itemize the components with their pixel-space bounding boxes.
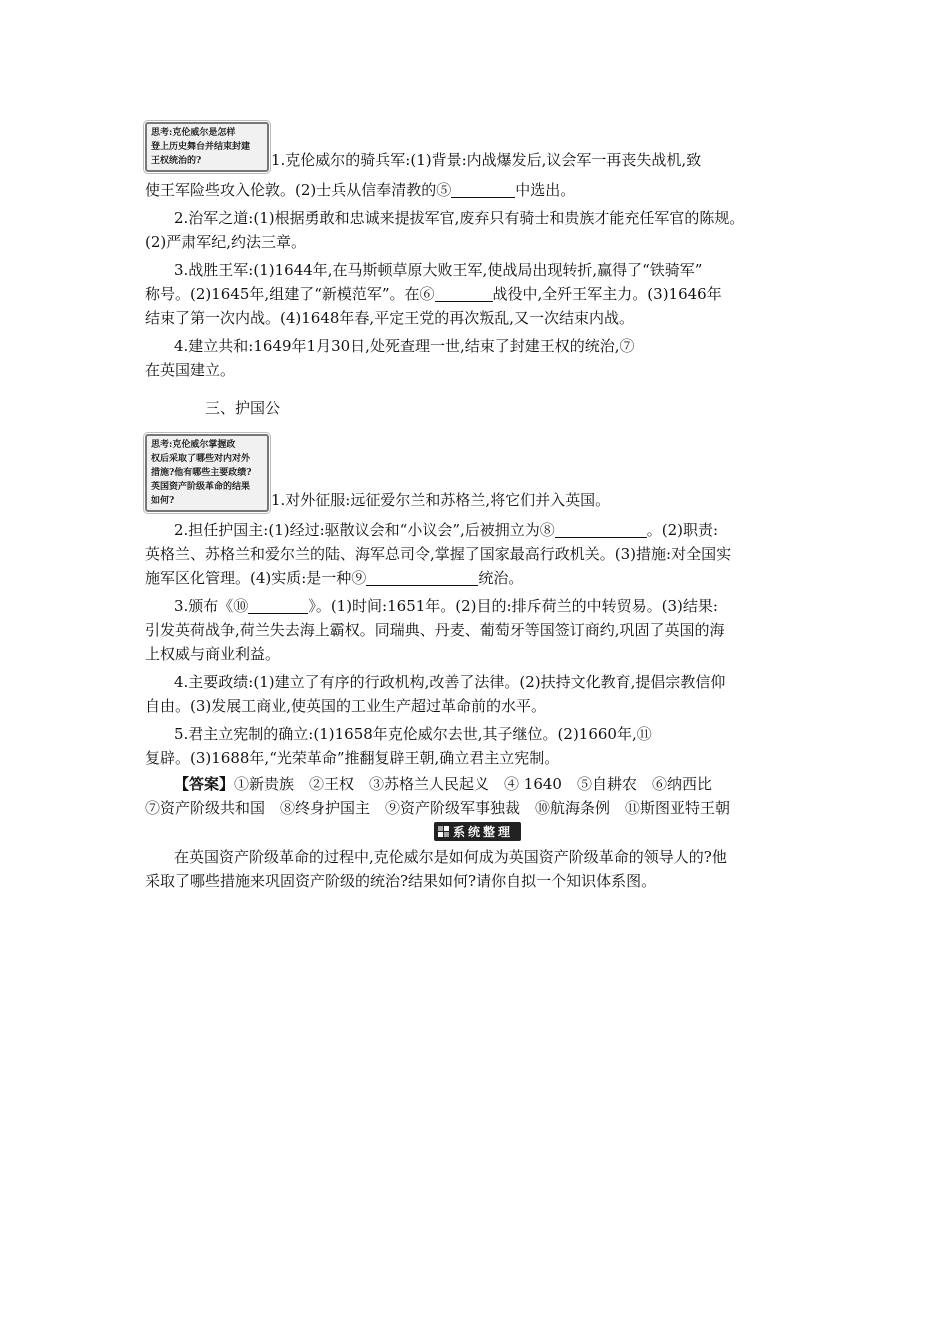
think-box-2-line: 英国资产阶级革命的结果 bbox=[151, 482, 251, 492]
s2-p2-line1: 2.治军之道:(1)根据勇敢和忠诚来提拔军官,废弃只有骑士和贵族才能充任军官的陈规。 bbox=[174, 209, 745, 227]
s3-p3-line1b: 》。(1)时间:1651年。(2)目的:排斥荷兰的中转贸易。(3)结果: bbox=[308, 597, 718, 615]
document-body bbox=[145, 122, 810, 893]
s3-p5-line1: 5.君主立宪制的确立:(1)1658年克伦威尔去世,其子继位。(2)1660年,⑪ bbox=[174, 725, 652, 743]
think-box-2-line: 权后采取了哪些对内对外 bbox=[151, 454, 251, 464]
s2-p1-line1: 1.克伦威尔的骑兵军:(1)背景:内战爆发后,议会军一再丧失战机,致 bbox=[271, 151, 702, 169]
s2-p1-line2b: 中选出。 bbox=[515, 181, 576, 199]
blank-9[interactable] bbox=[366, 567, 478, 586]
s3-p2-line2: 英格兰、苏格兰和爱尔兰的陆、海军总司令,掌握了国家最高行政机关。(3)措施:对全国实 bbox=[145, 545, 732, 563]
blank-8[interactable] bbox=[555, 519, 647, 538]
blank-5[interactable] bbox=[451, 179, 515, 198]
s2-p3-line3: 结束了第一次内战。(4)1648年春,平定王党的再次叛乱,又一次结束内战。 bbox=[145, 309, 634, 327]
section-heading-protector: 三、护国公 bbox=[205, 399, 281, 417]
s2-p4-line1: 4.建立共和:1649年1月30日,处死查理一世,结束了封建王权的统治,⑦ bbox=[174, 337, 635, 355]
blank-6[interactable] bbox=[435, 283, 493, 302]
s2-p2-line2: (2)严肃军纪,约法三章。 bbox=[145, 233, 307, 251]
s2-p1-line2a: 使王军险些攻入伦敦。(2)士兵从信奉清教的⑤ bbox=[145, 181, 452, 199]
grid-icon bbox=[438, 826, 449, 837]
think-box-2 bbox=[145, 434, 269, 512]
s3-p4-line1: 4.主要政绩:(1)建立了有序的行政机构,改善了法律。(2)扶持文化教育,提倡宗教信仰 bbox=[174, 673, 726, 691]
think-row-2 bbox=[145, 434, 810, 512]
answers-line2: ⑦资产阶级共和国 ⑧终身护国主 ⑨资产阶级军事独裁 ⑩航海条例 ⑪斯图亚特王朝 bbox=[145, 799, 731, 817]
think-row-1 bbox=[145, 122, 810, 172]
think-box-1-line: 登上历史舞台并结束封建 bbox=[151, 142, 251, 152]
think-box-2-line: 思考:克伦威尔掌握政 bbox=[151, 440, 236, 450]
think-box-2-line: 如何? bbox=[151, 496, 175, 506]
system-summary-line2: 采取了哪些措施来巩固资产阶级的统治?结果如何?请你自拟一个知识体系图。 bbox=[145, 872, 657, 890]
s2-p3-line2a: 称号。(2)1645年,组建了“新模范军”。在⑥ bbox=[145, 285, 435, 303]
system-summary-badge bbox=[434, 822, 521, 841]
think-box-1-line: 王权统治的? bbox=[151, 156, 202, 166]
s3-p2-line3 bbox=[145, 566, 810, 590]
s3-p2-line1b: 。(2)职责: bbox=[646, 521, 719, 539]
s2-p3-line2b: 战役中,全歼王军主力。(3)1646年 bbox=[492, 285, 722, 303]
answers-label: 【答案】 bbox=[174, 775, 235, 793]
s2-p1-line2 bbox=[145, 178, 810, 202]
think-box-1 bbox=[145, 122, 269, 172]
s3-p3-line1a: 3.颁布《⑩ bbox=[174, 597, 249, 615]
s3-p5-line2: 复辟。(3)1688年,“光荣革命”推翻复辟王朝,确立君主立宪制。 bbox=[145, 749, 560, 767]
s3-p2-line1 bbox=[145, 518, 810, 542]
think-box-1-line: 思考:克伦威尔是怎样 bbox=[151, 128, 236, 138]
system-summary-line1: 在英国资产阶级革命的过程中,克伦威尔是如何成为英国资产阶级革命的领导人的?他 bbox=[174, 848, 727, 866]
s2-p3-line1: 3.战胜王军:(1)1644年,在马斯顿草原大败王军,使战局出现转折,赢得了“铁骑军” bbox=[174, 261, 703, 279]
s3-p2-line3b: 统治。 bbox=[478, 569, 524, 587]
s3-p3-line3: 上权威与商业利益。 bbox=[145, 645, 281, 663]
s3-p2-line1a: 2.担任护国主:(1)经过:驱散议会和“小议会”,后被拥立为⑧ bbox=[174, 521, 555, 539]
s3-p3-line1 bbox=[145, 594, 810, 618]
s3-p4-line2: 自由。(3)发展工商业,使英国的工业生产超过革命前的水平。 bbox=[145, 697, 547, 715]
s2-p3-line2 bbox=[145, 282, 810, 306]
system-summary-title: 系统整理 bbox=[452, 825, 513, 839]
think-box-2-line: 措施?他有哪些主要政绩? bbox=[151, 468, 252, 478]
system-summary-header bbox=[145, 822, 810, 841]
blank-10[interactable] bbox=[248, 595, 308, 614]
s2-p4-line2: 在英国建立。 bbox=[145, 361, 236, 379]
s3-p1: 1.对外征服:远征爱尔兰和苏格兰,将它们并入英国。 bbox=[271, 491, 611, 509]
answers-line1 bbox=[145, 772, 810, 796]
answers-line1-text: ①新贵族 ②王权 ③苏格兰人民起义 ④ 1640 ⑤自耕农 ⑥纳西比 bbox=[234, 775, 712, 793]
s3-p2-line3a: 施军区化管理。(4)实质:是一种⑨ bbox=[145, 569, 367, 587]
s3-p3-line2: 引发英荷战争,荷兰失去海上霸权。同瑞典、丹麦、葡萄牙等国签订商约,巩固了英国的海 bbox=[145, 621, 725, 639]
